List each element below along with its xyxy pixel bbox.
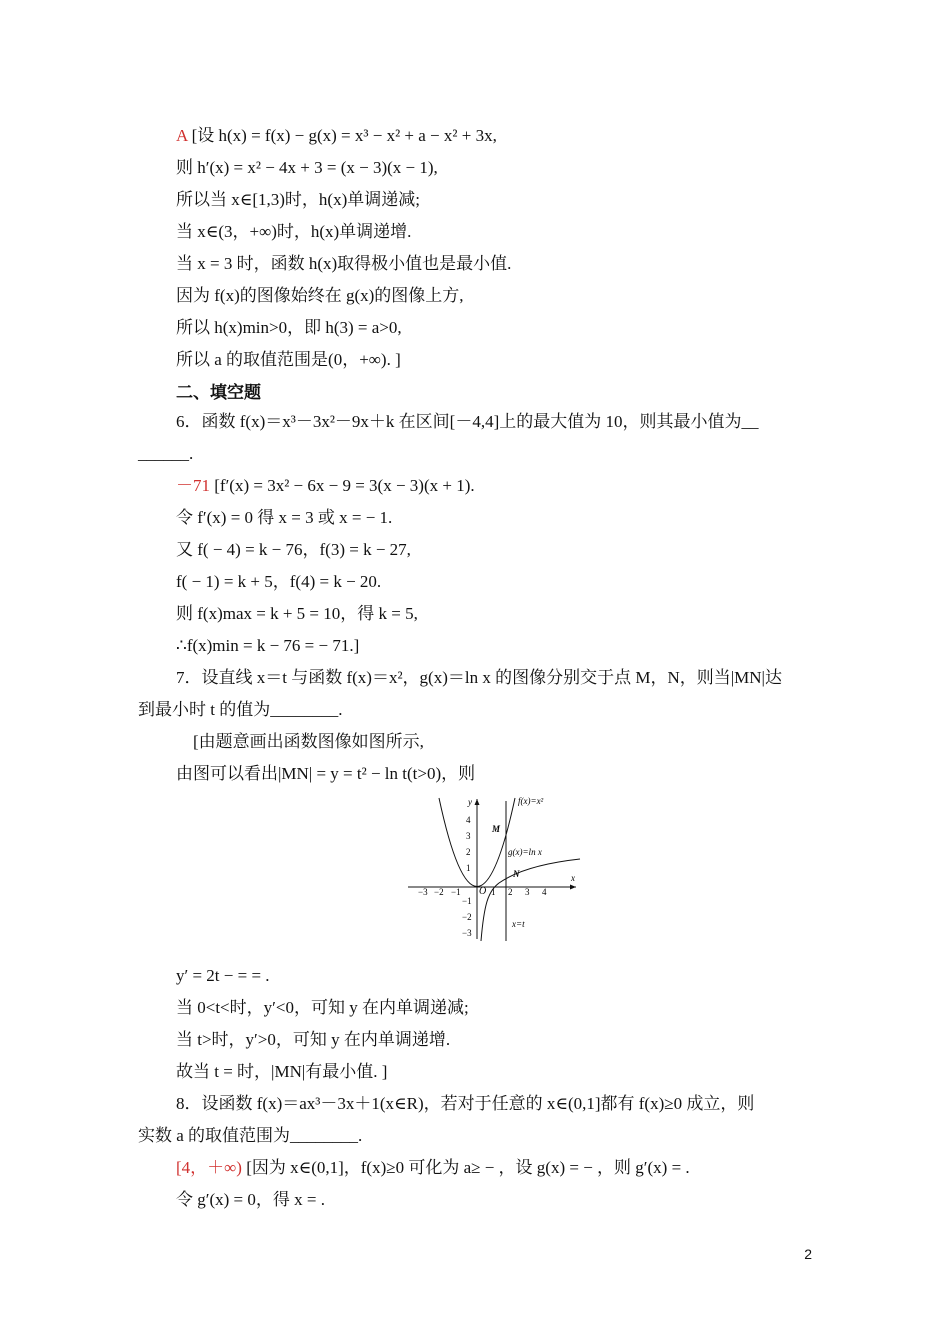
text-line [176,252,511,276]
log-curve [481,859,580,941]
x-tick: 3 [525,887,530,897]
answer-label: －71 [176,476,210,495]
text-line [176,538,411,562]
text-line [138,1124,362,1148]
text-line [176,964,270,988]
line-text: 7．设直线 x＝t 与函数 f(x)＝x²，g(x)＝ln x 的图像分别交于点 M，N，则当|MN|达 [176,668,782,687]
y-axis-label: y [468,797,472,807]
answer-label: A [176,126,188,145]
text-line [176,506,392,530]
line-text: 令 g′(x) = 0，得 x = . [176,1190,325,1209]
line-text: 由图可以看出|MN| = y = t² − ln t(t>0)，则 [176,764,476,783]
text-line [176,634,359,658]
text-line [193,730,424,754]
function-graph-figure [404,795,584,950]
line-text: 令 f′(x) = 0 得 x = 3 或 x = − 1. [176,508,393,527]
line-text: 所以 a 的取值范围是(0，+∞). ] [176,350,401,369]
text-line [176,1188,325,1212]
line-text: f( − 1) = k + 5，f(4) = k − 20. [176,572,382,591]
text-line [176,602,418,626]
text-line [176,316,402,340]
line-text: ______. [138,444,194,463]
x-tick: 2 [508,887,513,897]
line-text: 因为 f(x)的图像始终在 g(x)的图像上方, [176,286,464,305]
line-text: 故当 t = 时，|MN|有最小值. ] [176,1062,388,1081]
line-text: 到最小时 t 的值为________. [138,700,343,719]
x-tick: −3 [418,887,428,897]
text-line [176,410,759,434]
section-heading: 二、填空题 [176,383,261,402]
line-text: [f′(x) = 3x² − 6x − 9 = 3(x − 3)(x + 1). [210,476,475,495]
line-text: 所以 h(x)min>0，即 h(3) = a>0, [176,318,402,337]
answer-label: [4，＋∞) [176,1158,242,1177]
text-line [176,1156,690,1180]
log-curve-label: g(x)=ln x [508,847,542,857]
y-tick: −2 [462,912,472,922]
line-text: 6．函数 f(x)＝x³－3x²－9x＋k 在区间[－4,4]上的最大值为 10，则其最小值为__ [176,412,759,431]
text-line [176,348,401,372]
x-tick: 4 [542,887,547,897]
y-tick: 2 [466,847,471,857]
line-text: 当 x∈(3，+∞)时，h(x)单调递增. [176,222,412,241]
parabola-label: f(x)=x² [518,796,544,806]
text-line [176,188,420,212]
line-text: [设 h(x) = f(x) − g(x) = x³ − x² + a − x² + 3x, [187,126,497,145]
vertical-line-label: x=t [512,919,525,929]
text-line [176,762,475,786]
line-text: y′ = 2t − = = . [176,966,270,985]
text-line [138,698,342,722]
text-line [138,442,193,466]
line-text: 当 0<t<时，y′<0，可知 y 在内单调递减; [176,998,469,1017]
line-text: 当 x = 3 时，函数 h(x)取得极小值也是最小值. [176,254,512,273]
text-line [176,570,381,594]
text-line [176,220,411,244]
text-line [176,996,469,1020]
line-text: 又 f( − 4) = k − 76，f(3) = k − 27, [176,540,411,559]
line-text: 实数 a 的取值范围为________. [138,1126,363,1145]
text-line [176,124,497,148]
line-text: 8．设函数 f(x)＝ax³－3x＋1(x∈R)，若对于任意的 x∈(0,1]都有 f(x)≥0 成立，则 [176,1094,755,1113]
text-line [176,156,438,180]
line-text: [因为 x∈(0,1]，f(x)≥0 可化为 a≥ − ，设 g(x) = − ，则 g′(x) = . [241,1158,690,1177]
line-text: ∴f(x)min = k − 76 = − 71.] [176,636,360,655]
text-line [176,1028,450,1052]
line-text: 当 t>时，y′>0，可知 y 在内单调递增. [176,1030,451,1049]
y-tick: 4 [466,815,471,825]
origin-label: O [479,886,487,897]
line-text: 所以当 x∈[1,3)时，h(x)单调递减; [176,190,420,209]
point-m-label: M [492,824,501,834]
x-tick: 1 [491,887,496,897]
x-axis-label: x [571,873,575,883]
y-tick: −1 [462,896,472,906]
text-line [176,1060,387,1084]
page-number: 2 [804,1246,812,1262]
text-line [176,284,464,308]
y-tick: 3 [466,831,471,841]
line-text: 则 h′(x) = x² − 4x + 3 = (x − 3)(x − 1), [176,158,438,177]
x-tick: −1 [451,887,461,897]
text-line [176,666,782,690]
y-tick: −3 [462,928,472,938]
line-text: 则 f(x)max = k + 5 = 10，得 k = 5, [176,604,418,623]
line-text: [由题意画出函数图像如图所示, [193,732,424,751]
text-line [176,474,475,498]
point-n-label: N [513,869,520,879]
y-tick: 1 [466,863,471,873]
x-tick: −2 [434,887,444,897]
text-line [176,1092,754,1116]
